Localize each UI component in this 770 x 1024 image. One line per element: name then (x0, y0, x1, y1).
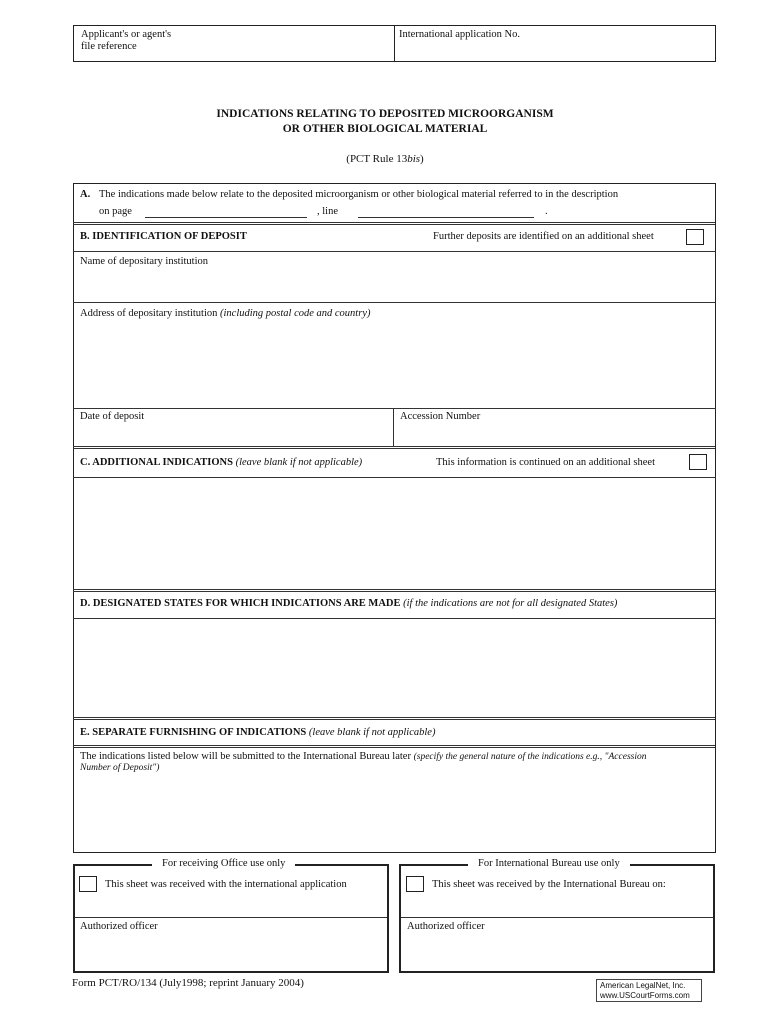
intl-bureau-officer-field[interactable] (402, 934, 712, 970)
designated-states-field[interactable] (74, 619, 715, 716)
section-e-body-note-line1: (specify the general nature of the indications e.g., "Accession (413, 752, 647, 762)
intl-bureau-officer-label: Authorized officer (407, 921, 485, 932)
address-label-note: (including postal code and country) (220, 308, 371, 319)
divider-b-c (73, 446, 715, 449)
continued-label: This information is continued on an additional sheet (436, 457, 655, 468)
depositary-name-field[interactable] (74, 268, 715, 301)
continued-checkbox[interactable] (689, 454, 707, 470)
section-e-heading-note: (leave blank if not applicable) (308, 727, 436, 738)
accession-number-field[interactable] (395, 424, 715, 444)
accession-number-label: Accession Number (400, 411, 481, 422)
separate-furnishing-field[interactable] (74, 778, 715, 851)
vendor-line1: American LegalNet, Inc. (600, 981, 686, 990)
divider-e-body (73, 745, 715, 748)
intl-bureau-legend: For International Bureau use only (468, 858, 630, 871)
section-e-heading-row (80, 727, 435, 740)
divider-a-b (73, 222, 715, 225)
on-page-label: on page (99, 206, 132, 217)
received-by-bureau-label: This sheet was received by the International Bureau on: (432, 879, 666, 890)
received-with-application-label: This sheet was received with the international application (105, 879, 347, 890)
address-field[interactable] (74, 322, 715, 406)
divider-c-d (73, 589, 715, 592)
line-field[interactable] (358, 217, 534, 218)
section-e-heading: E. SEPARATE FURNISHING OF INDICATIONS (80, 727, 307, 738)
divider-b-address (73, 302, 716, 303)
intl-app-no-label: International application No. (399, 29, 521, 40)
section-e-body-note-line2: Number of Deposit") (80, 763, 160, 773)
depositary-name-label: Name of depositary institution (80, 256, 209, 267)
file-reference-label-line2: file reference (81, 41, 137, 52)
date-accession-divider (393, 408, 394, 446)
receiving-office-officer-field[interactable] (76, 934, 386, 970)
divider-d-e (73, 717, 715, 720)
section-c-heading-row (80, 457, 362, 470)
pct-rule (0, 153, 770, 166)
line-label: , line (317, 206, 338, 217)
section-e-body-row (80, 751, 647, 764)
received-by-bureau-checkbox[interactable] (406, 876, 424, 892)
receiving-office-divider (75, 917, 387, 918)
section-d-heading-note: (if the indications are not for all designated States) (403, 598, 618, 609)
section-e-body: The indications listed below will be submitted to the International Bureau later (80, 751, 411, 762)
intl-bureau-divider (401, 917, 713, 918)
pct-rule-prefix: (PCT Rule 13 (346, 153, 408, 165)
form-id: Form PCT/RO/134 (July1998; reprint January 2004) (72, 977, 304, 989)
section-d-heading: D. DESIGNATED STATES FOR WHICH INDICATIONS ARE MADE (80, 598, 401, 609)
file-reference-label-line1: Applicant's or agent's (81, 29, 172, 40)
section-d-heading-row (80, 598, 617, 611)
receiving-office-legend: For receiving Office use only (152, 858, 295, 871)
section-a-text: The indications made below relate to the deposited microorganism or other biological material referred to in the description (99, 189, 619, 200)
section-c-heading: C. ADDITIONAL INDICATIONS (80, 457, 233, 468)
date-of-deposit-label: Date of deposit (80, 411, 145, 422)
vendor-stamp (596, 979, 702, 1002)
pct-rule-bis: bis (407, 153, 421, 165)
intl-app-no-box[interactable] (394, 25, 716, 62)
form-title-line2: OR OTHER BIOLOGICAL MATERIAL (282, 123, 488, 135)
divider-b-name (73, 251, 716, 252)
vendor-line2: www.USCourtForms.com (600, 991, 690, 1000)
divider-b-date (73, 408, 716, 409)
further-deposits-checkbox[interactable] (686, 229, 704, 245)
section-a-period: . (545, 206, 548, 217)
pct-rule-suffix: ) (420, 153, 424, 165)
section-b-heading: B. IDENTIFICATION OF DEPOSIT (80, 231, 247, 242)
file-reference-box[interactable] (73, 25, 395, 62)
form-title-line1: INDICATIONS RELATING TO DEPOSITED MICROORGANISM (216, 108, 554, 120)
address-label-text: Address of depositary institution (80, 308, 218, 319)
receiving-office-officer-label: Authorized officer (80, 921, 158, 932)
section-a-letter: A. (80, 189, 91, 200)
address-label (80, 308, 370, 321)
date-of-deposit-field[interactable] (74, 424, 392, 444)
further-deposits-label: Further deposits are identified on an additional sheet (433, 231, 654, 242)
additional-indications-field[interactable] (74, 478, 715, 587)
on-page-field[interactable] (145, 217, 307, 218)
section-c-heading-note: (leave blank if not applicable) (235, 457, 363, 468)
received-with-application-checkbox[interactable] (79, 876, 97, 892)
